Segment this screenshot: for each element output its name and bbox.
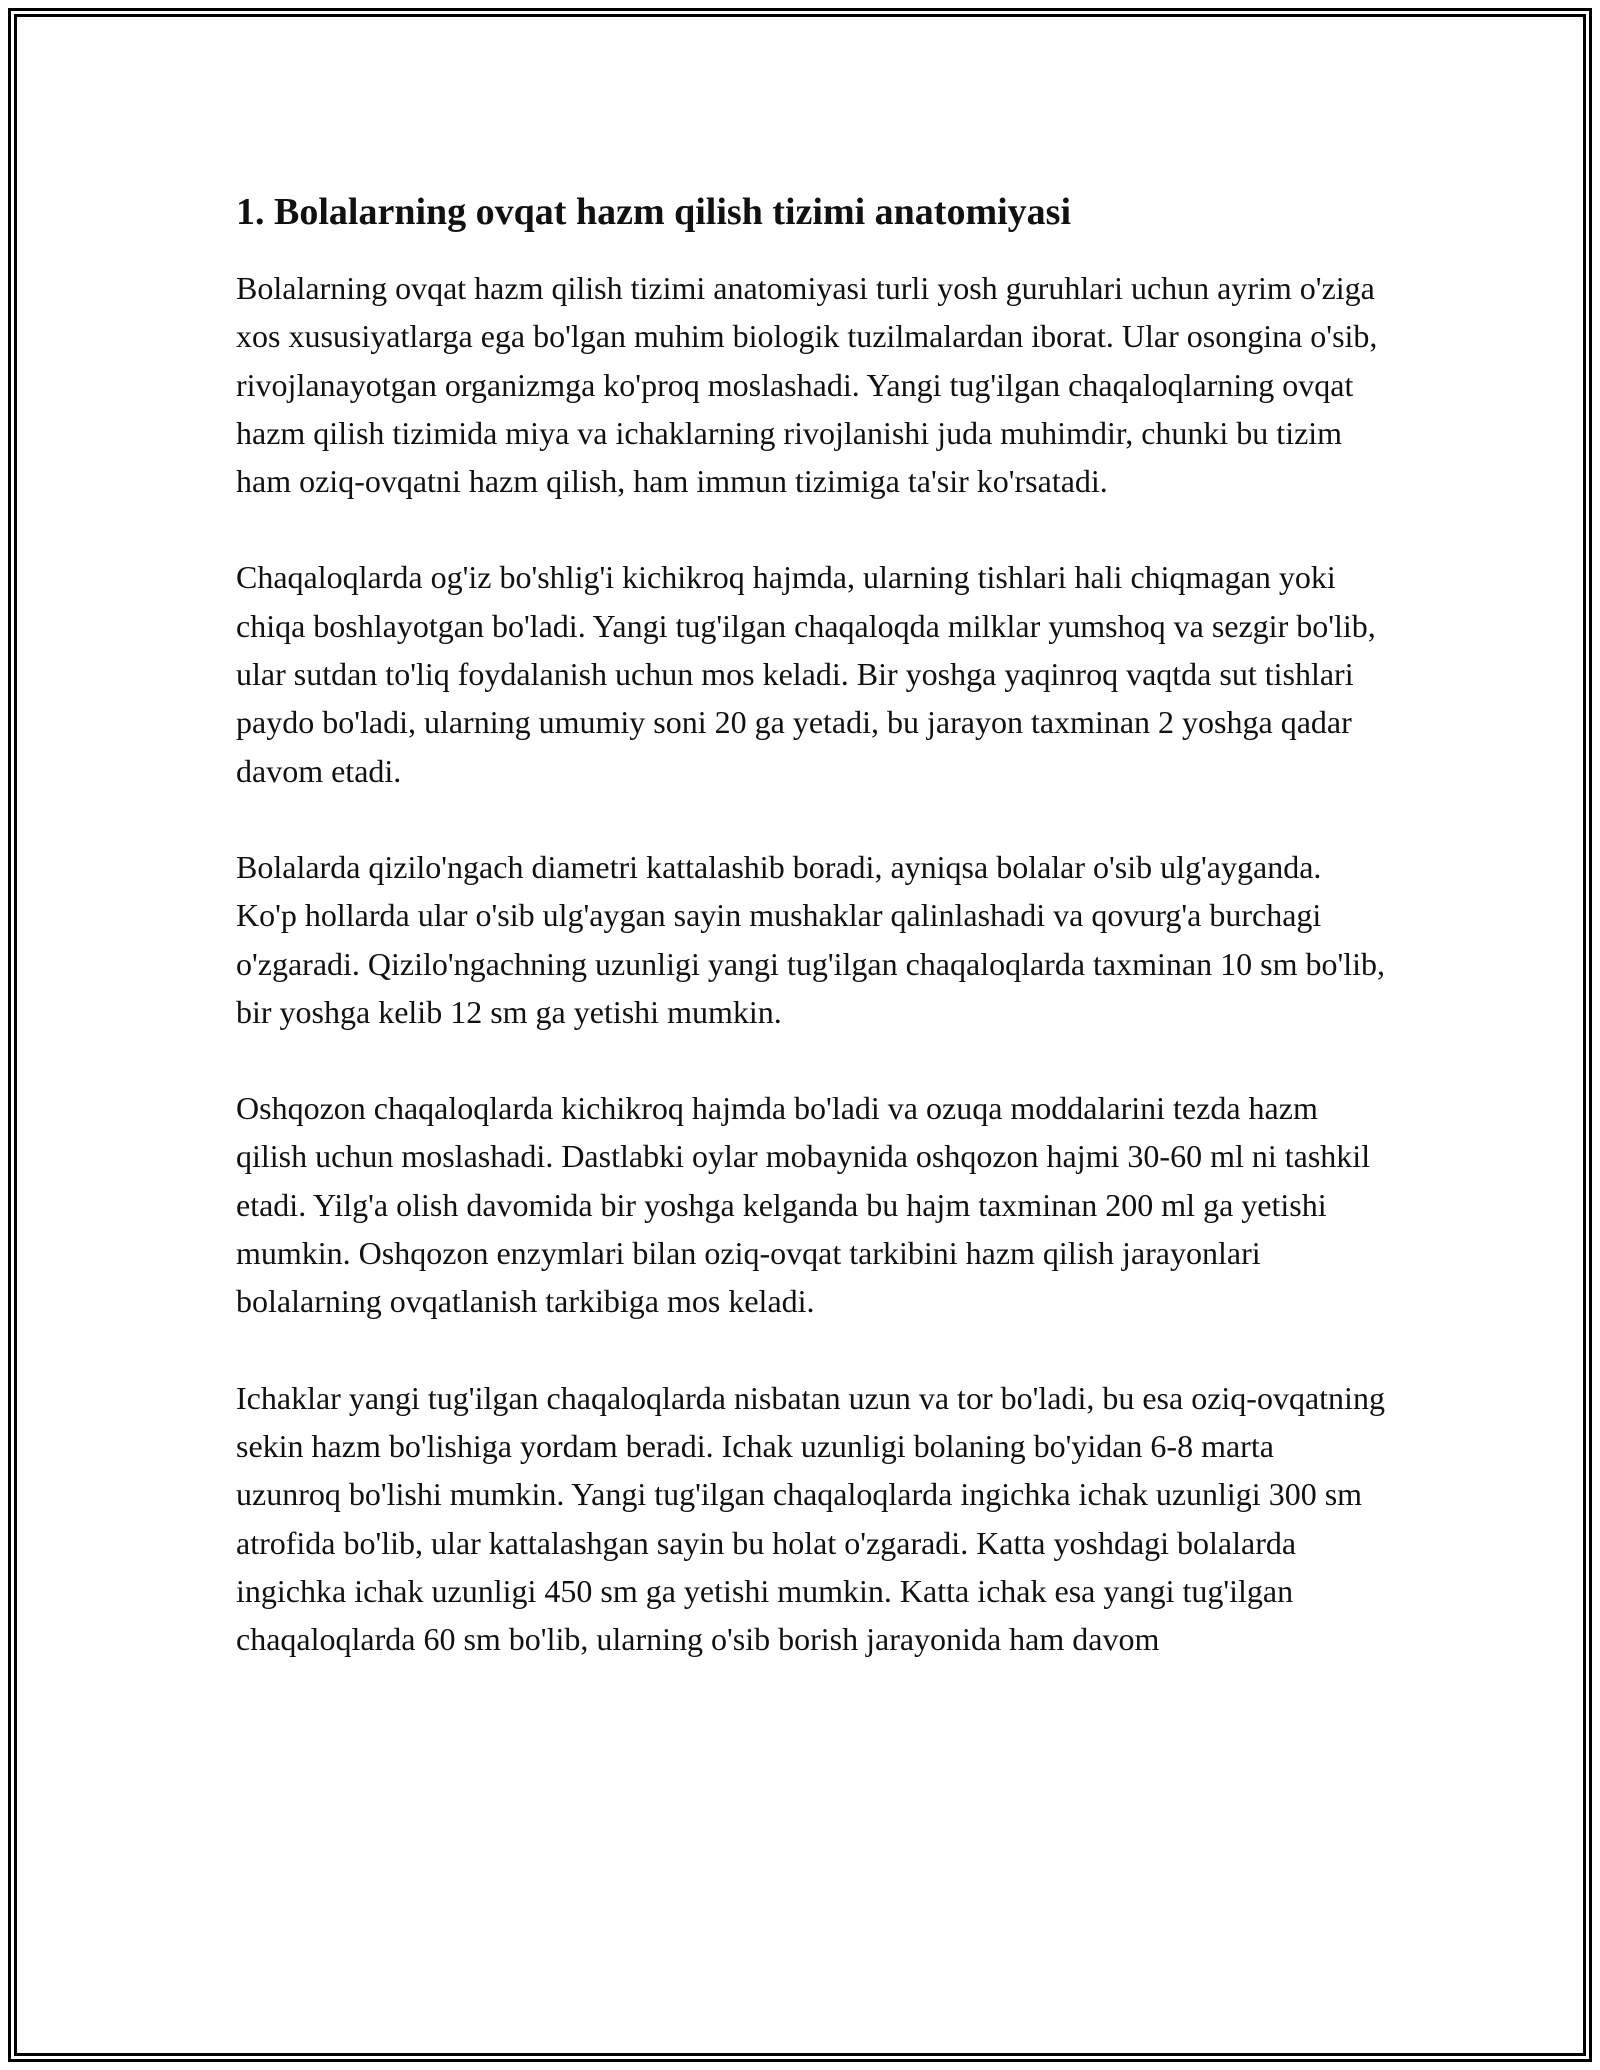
paragraph-oral-cavity: Chaqaloqlarda og'iz bo'shlig'i kichikroq hajmda, ularning tishlari hali chiqmagan yoki chiqa boshlayotgan bo'ladi. Yangi tug'ilgan chaqaloqda milklar yumshoq va sezgir bo'lib, ular sutdan to'liq foydalanish uchun mos keladi. Bir yoshga yaqinroq vaqtda sut tishlari paydo bo'ladi, ularning umumiy soni 20 ga yetadi, bu jarayon taxminan 2 yoshga qadar davom etadi. [236, 559, 1376, 789]
paragraph-esophagus: Bolalarda qizilo'ngach diametri kattalashib boradi, ayniqsa bolalar o'sib ulg'ayganda. Ko'p hollarda ular o'sib ulg'aygan sayin mushaklar qalinlashadi va qovurg'a burchagi o'zgaradi. Qizilo'ngachning uzunligi yangi tug'ilgan chaqaloqlarda taxminan 10 sm bo'lib, bir yoshga kelib 12 sm ga yetishi mumkin. [236, 848, 1385, 1030]
paragraph-intestines: Ichaklar yangi tug'ilgan chaqaloqlarda nisbatan uzun va tor bo'ladi, bu esa oziq-ovqatning sekin hazm bo'lishiga yordam beradi. Ichak uzunligi bolaning bo'yidan 6-8 marta uzunroq bo'lishi mumkin. Yangi tug'ilgan chaqaloqlarda ingichka ichak uzunligi 300 sm atrofida bo'lib, ular kattalashgan sayin bu holat o'zgaradi. Katta yoshdagi bolalarda ingichka ichak uzunligi 450 sm ga yetishi mumkin. Katta ichak esa yangi tug'ilgan chaqaloqlarda 60 sm bo'lib, ularning o'sib borish jarayonida ham davom [236, 1379, 1385, 1658]
document-body [236, 186, 1386, 1711]
paragraph-stomach: Oshqozon chaqaloqlarda kichikroq hajmda bo'ladi va ozuqa moddalarini tezda hazm qilish uchun moslashadi. Dastlabki oylar mobaynida oshqozon hajmi 30-60 ml ni tashkil etadi. Yilg'a olish davomida bir yoshga kelganda bu hajm taxminan 200 ml ga yetishi mumkin. Oshqozon enzymlari bilan oziq-ovqat tarkibini hazm qilish jarayonlari bolalarning ovqatlanish tarkibiga mos keladi. [236, 1090, 1371, 1320]
paragraph-intro: Bolalarning ovqat hazm qilish tizimi anatomiyasi turli yosh guruhlari uchun ayrim o'ziga xos xususiyatlarga ega bo'lgan muhim biologik tuzilmalardan iborat. Ular osongina o'sib, rivojlanayotgan organizmga ko'proq moslashadi. Yangi tug'ilgan chaqaloqlarning ovqat hazm qilish tizimida miya va ichaklarning rivojlanishi juda muhimdir, chunki bu tizim ham oziq-ovqatni hazm qilish, ham immun tizimiga ta'sir ko'rsatadi. [236, 270, 1378, 500]
section-heading: 1. Bolalarning ovqat hazm qilish tizimi anatomiyasi [236, 191, 1072, 233]
